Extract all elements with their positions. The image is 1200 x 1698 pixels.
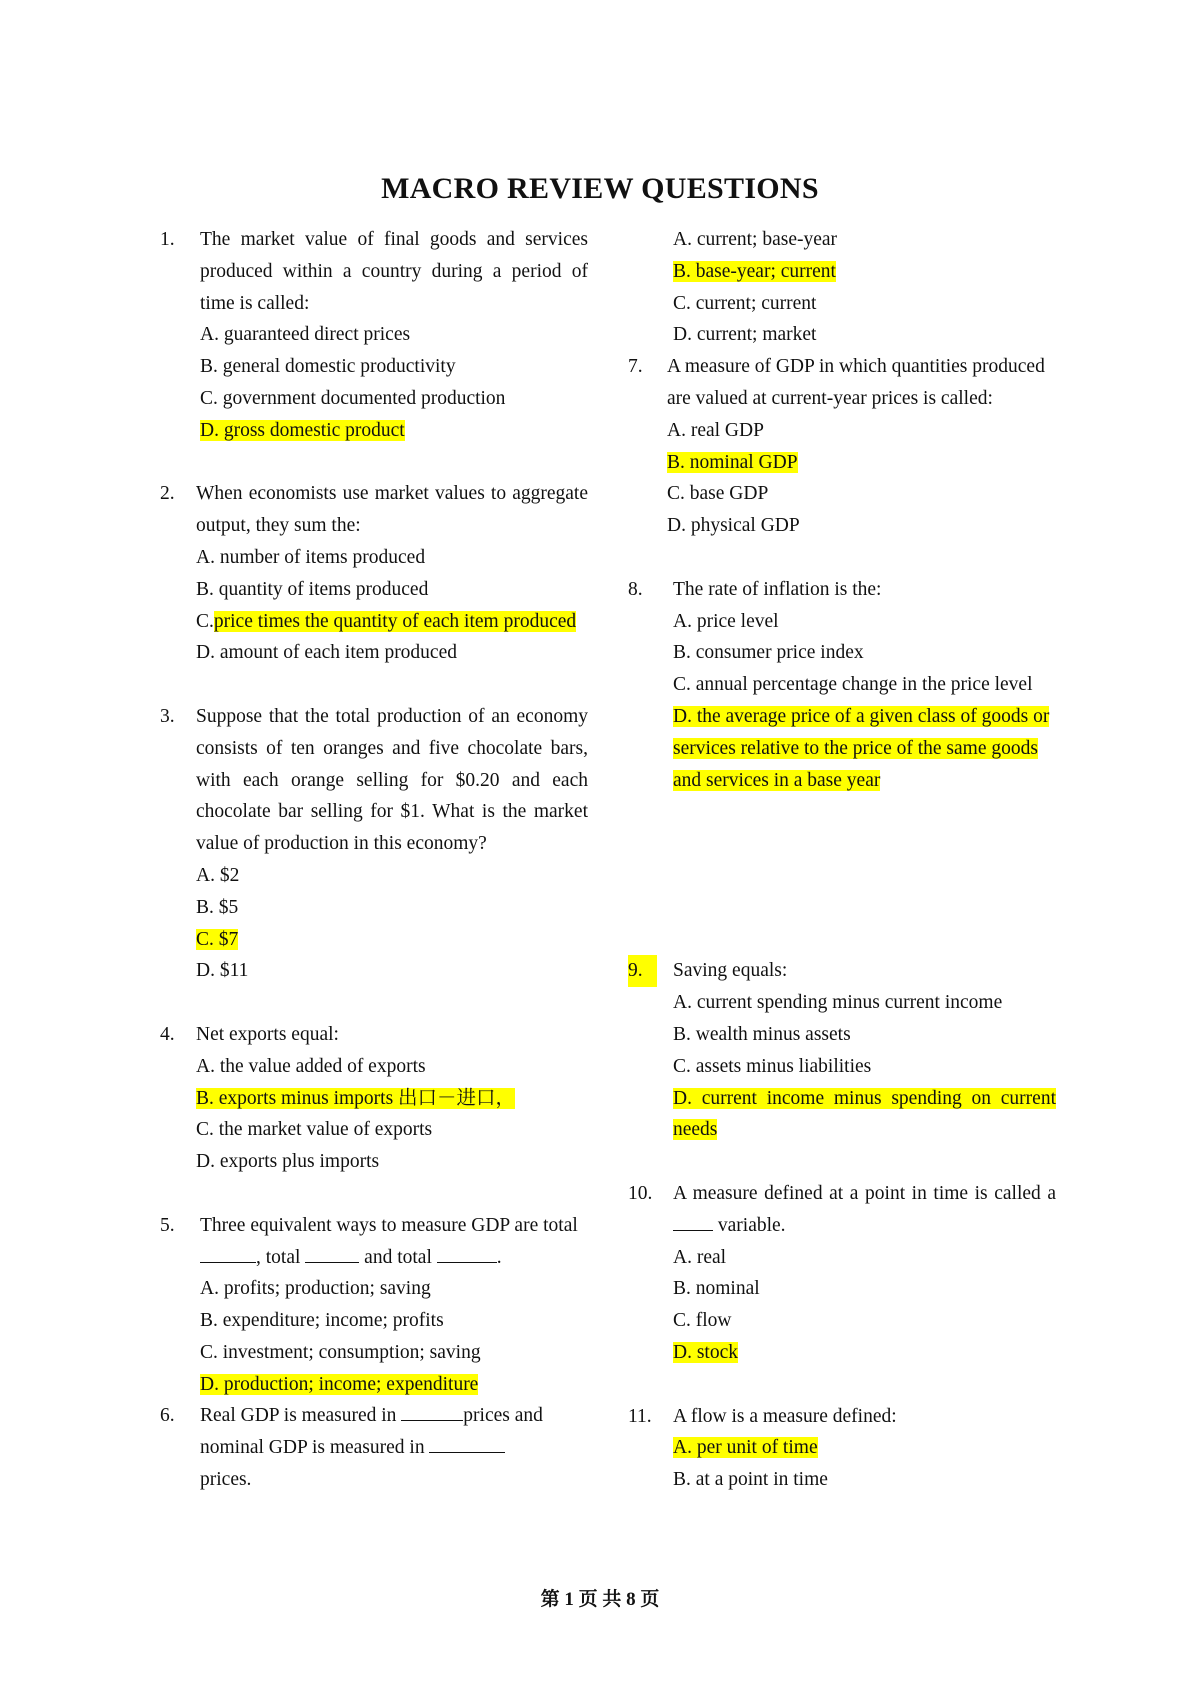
- right-column: [628, 224, 1056, 1496]
- option-b-answer: B. nominal GDP: [667, 451, 798, 473]
- question-stem: When economists use market values to aggregate output, they sum the:: [196, 483, 588, 537]
- option-a: A. price level: [673, 610, 779, 632]
- question-stem: The market value of final goods and services produced within a country during a period of time is called:: [200, 229, 588, 314]
- option-c: C. the market value of exports: [196, 1119, 433, 1141]
- option-a: A. current; base-year: [673, 229, 838, 250]
- option-d-answer: D. current income minus spending on current needs: [673, 1087, 1056, 1141]
- page-title: MACRO REVIEW QUESTIONS: [381, 172, 819, 205]
- question-stem: Three equivalent ways to measure GDP are total , total and total .: [200, 1214, 578, 1268]
- option-c: C. government documented production: [200, 387, 506, 409]
- option-b: B. at a point in time: [673, 1469, 828, 1491]
- question-number: 4.: [160, 1023, 175, 1045]
- option-c-prefix: C.: [196, 610, 214, 632]
- option-a: A. number of items produced: [196, 546, 426, 568]
- option-c: C. assets minus liabilities: [673, 1055, 872, 1077]
- option-b: B. general domestic productivity: [200, 356, 456, 378]
- question-number: 3.: [160, 705, 175, 727]
- option-c: C. flow: [673, 1310, 732, 1332]
- question-6-options: [628, 224, 1056, 351]
- option-b: B. $5: [196, 896, 239, 918]
- question-number: 5.: [160, 1214, 175, 1236]
- option-c-answer: C. $7: [196, 928, 239, 950]
- question-stem: Net exports equal:: [196, 1023, 339, 1045]
- option-d: D. $11: [196, 960, 249, 982]
- option-b-answer: B. base-year; current: [673, 260, 836, 282]
- option-b: B. expenditure; income; profits: [200, 1310, 444, 1332]
- question-number: 8.: [628, 578, 643, 600]
- option-a: A. real: [673, 1246, 727, 1268]
- question-9: [628, 955, 1056, 1146]
- option-d-answer: D. stock: [673, 1341, 738, 1363]
- page-footer: 第 1 页 共 8 页: [540, 1589, 660, 1610]
- question-number: 7.: [628, 356, 643, 378]
- option-b: B. quantity of items produced: [196, 578, 429, 600]
- question-2: [160, 478, 588, 669]
- question-3: [160, 701, 588, 987]
- option-a: A. guaranteed direct prices: [200, 324, 411, 346]
- question-11: [628, 1401, 1056, 1496]
- question-number: 1.: [160, 229, 175, 250]
- option-c: C. annual percentage change in the price level: [673, 674, 1033, 696]
- option-b: B. nominal: [673, 1278, 760, 1300]
- question-number: 11.: [628, 1405, 652, 1427]
- question-number: 9.: [628, 955, 657, 987]
- option-d-answer: D. gross domestic product: [200, 419, 405, 441]
- option-d: D. exports plus imports: [196, 1151, 380, 1173]
- option-a-answer: A. per unit of time: [673, 1437, 818, 1459]
- question-10: [628, 1178, 1056, 1369]
- option-a: A. real GDP: [667, 419, 764, 441]
- question-1: [160, 224, 588, 447]
- option-a: A. current spending minus current income: [673, 992, 1003, 1014]
- option-b-answer: B. exports minus imports 出口－进口，: [196, 1087, 516, 1109]
- left-column: [160, 224, 588, 1496]
- option-d: D. amount of each item produced: [196, 642, 457, 664]
- question-number: 6.: [160, 1405, 175, 1427]
- question-stem: The rate of inflation is the:: [673, 578, 882, 600]
- question-stem: Real GDP is measured in prices and nominal GDP is measured in prices.: [200, 1400, 588, 1495]
- question-6: [160, 1400, 588, 1495]
- option-b: B. consumer price index: [673, 642, 864, 664]
- question-stem: A flow is a measure defined:: [673, 1405, 897, 1427]
- question-5: [160, 1210, 588, 1401]
- question-stem: A measure of GDP in which quantities produced are valued at current-year prices is called:: [667, 356, 1045, 409]
- option-d-answer: D. production; income; expenditure: [200, 1373, 479, 1395]
- option-a: A. $2: [196, 864, 240, 886]
- question-7: [628, 351, 1056, 542]
- question-number: 10.: [628, 1182, 653, 1204]
- option-d: D. physical GDP: [667, 515, 800, 537]
- option-a: A. the value added of exports: [196, 1055, 426, 1077]
- question-stem: Suppose that the total production of an economy consists of ten oranges and five chocolate bars, with each orange selling for $0.20 and each chocolate bar selling for $1. What is the market value of production in this economy?: [196, 705, 588, 855]
- question-4: [160, 1019, 588, 1178]
- option-c: C. current; current: [673, 292, 817, 314]
- question-8: [628, 574, 1056, 797]
- option-c: C. base GDP: [667, 483, 769, 505]
- option-d: D. current; market: [673, 324, 817, 346]
- question-number: 2.: [160, 483, 175, 505]
- option-d-answer: D. the average price of a given class of goods or services relative to the price of the same goods and services in a base year: [673, 705, 1050, 791]
- option-c: C. investment; consumption; saving: [200, 1341, 481, 1363]
- option-c-answer: price times the quantity of each item produced: [213, 610, 577, 632]
- question-stem: A measure defined at a point in time is called a variable.: [673, 1182, 1056, 1236]
- option-a: A. profits; production; saving: [200, 1278, 431, 1300]
- question-stem: Saving equals:: [673, 960, 788, 982]
- option-b: B. wealth minus assets: [673, 1023, 851, 1045]
